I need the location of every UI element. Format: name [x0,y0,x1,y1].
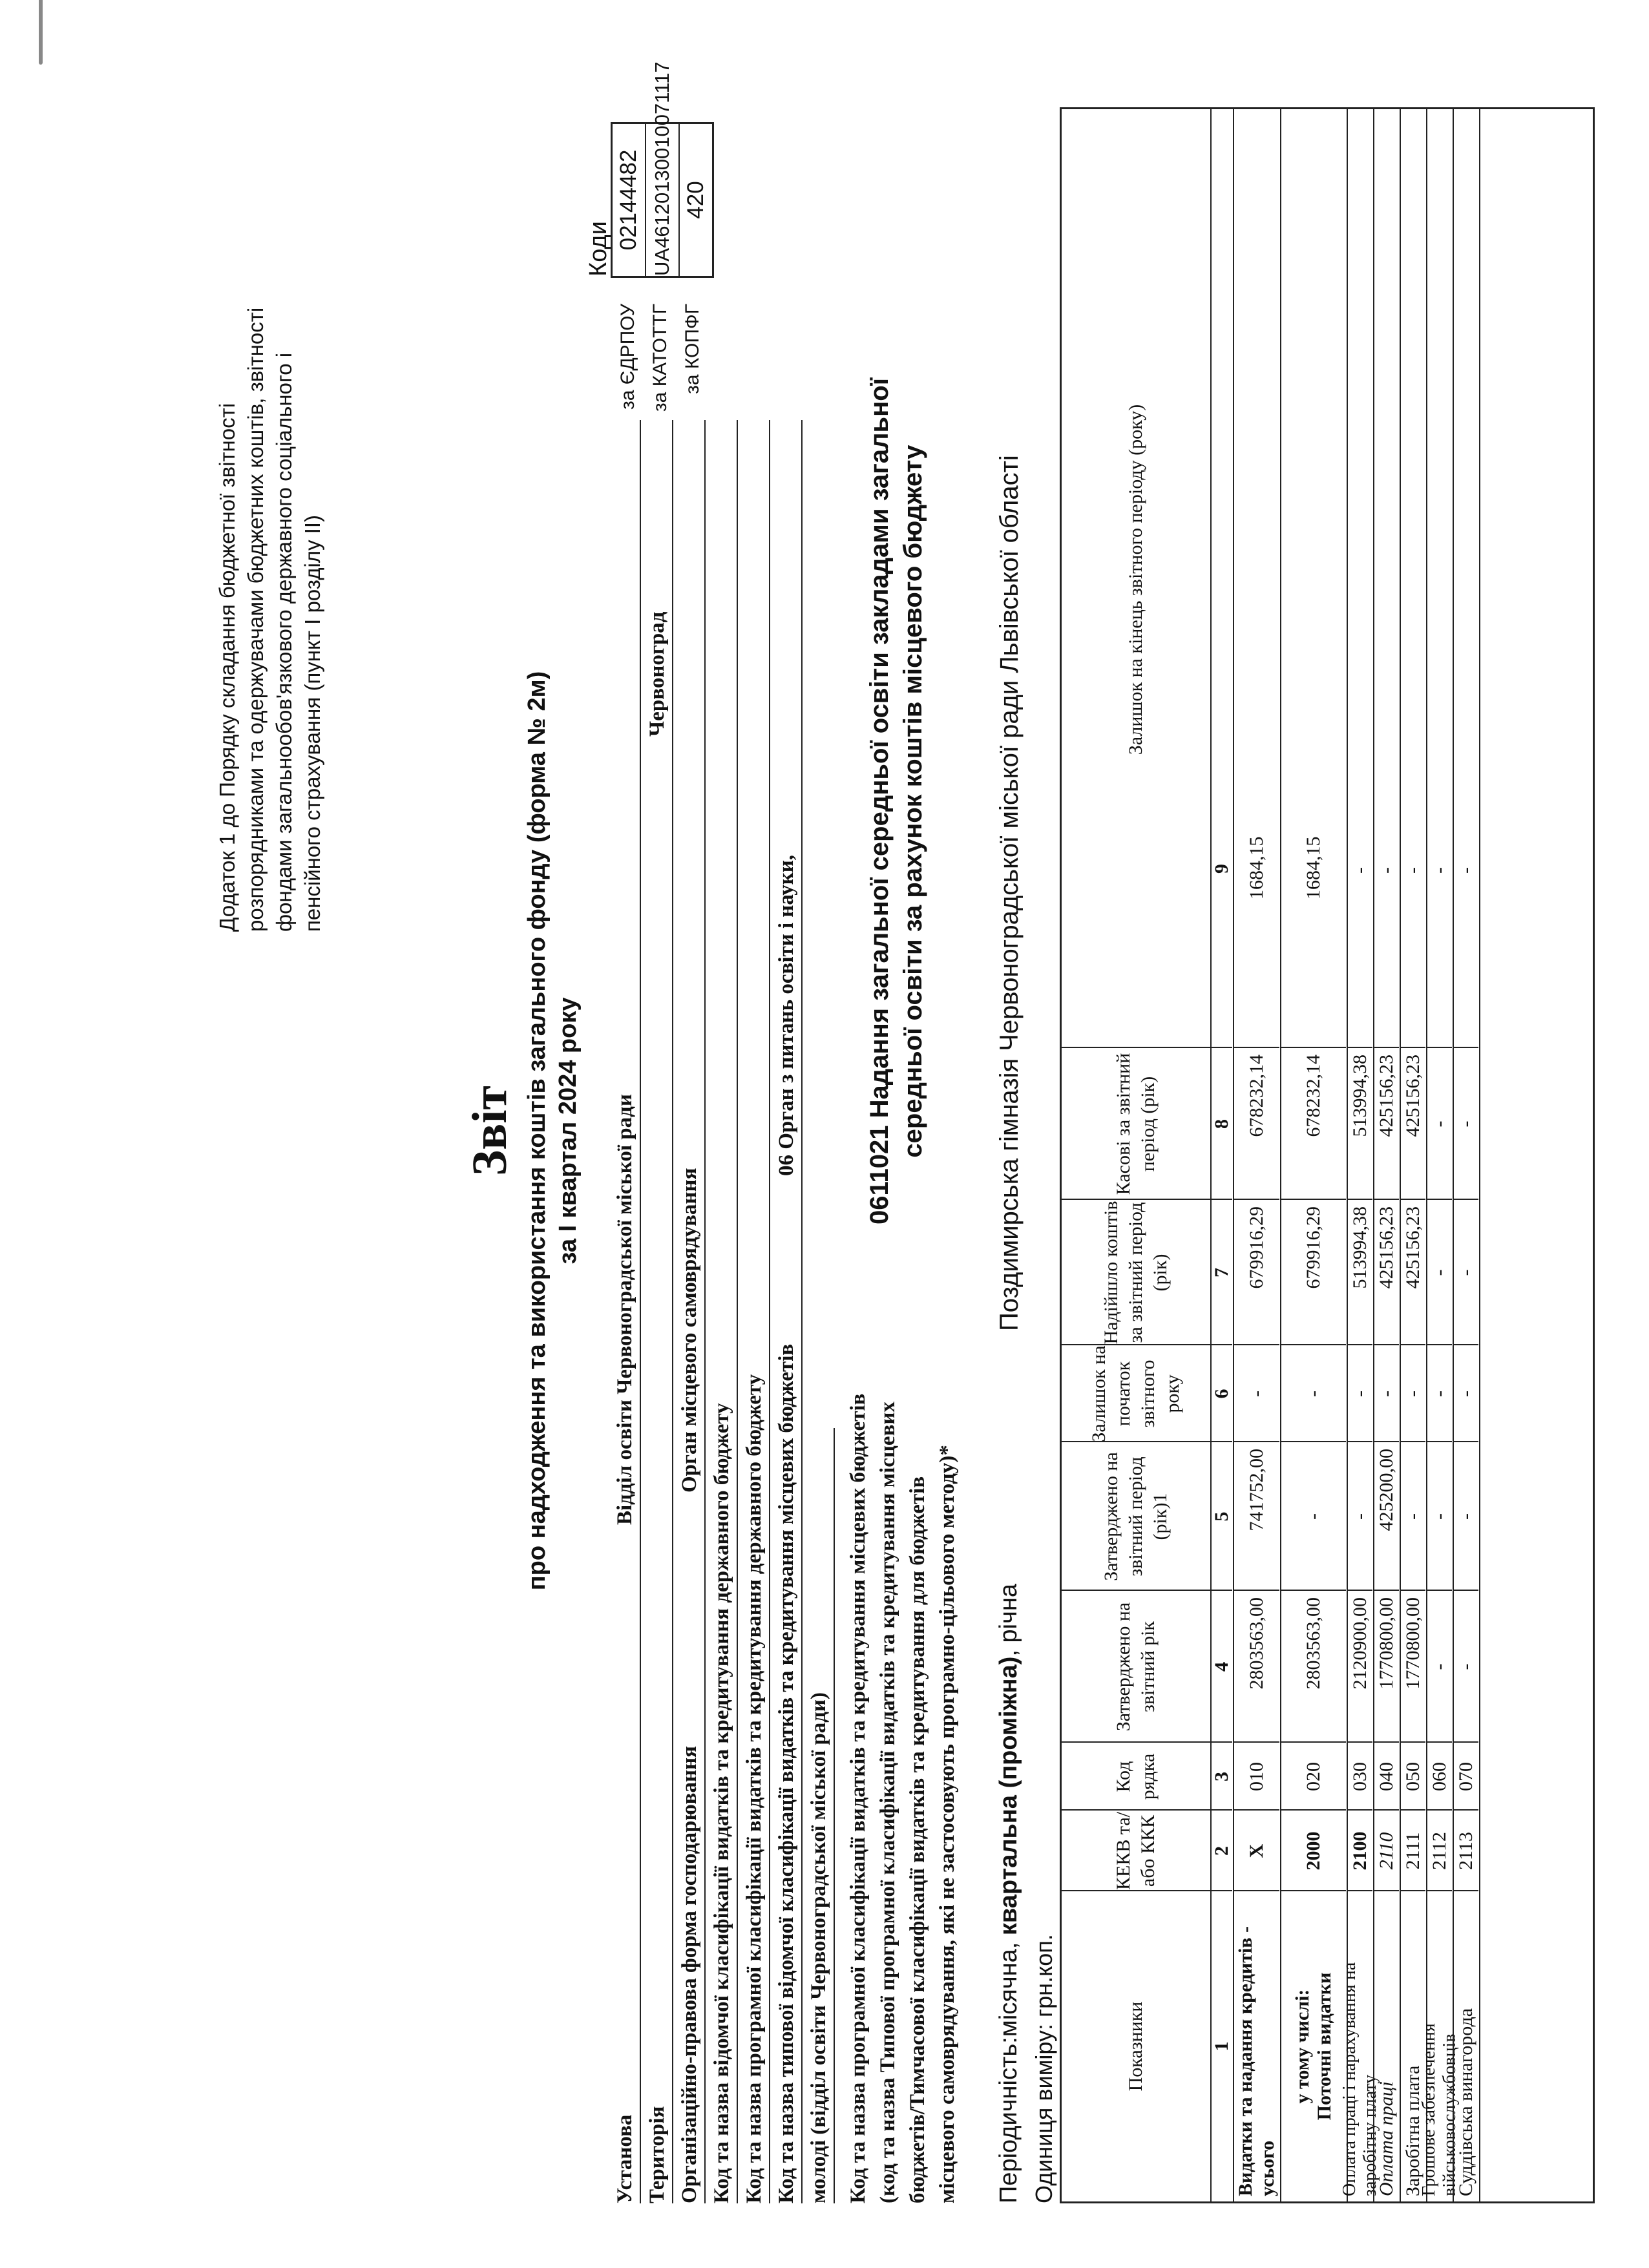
header-received: Надійшло коштів за звітний період (рік) [1062,1199,1210,1345]
periodicity [995,1584,1023,2203]
row-c9: - [1429,867,1450,874]
row-c5: - [1348,1441,1372,1591]
prog-code-label: Код та назва програмної класифікації видатків та кредитування державного бюджету [742,1374,766,2203]
codes-box [611,61,714,278]
program-code-block [843,1325,962,2203]
row-c6: - [1427,1344,1452,1442]
row-c4: 2803563,00 [1234,1590,1279,1743]
row-kekv: 2100 [1348,1809,1372,1891]
row-c4: 2803563,00 [1281,1590,1346,1743]
row-c5: 741752,00 [1234,1441,1279,1591]
row-c6: - [1234,1344,1279,1442]
row-c8: - [1454,1047,1478,1200]
row-kekv: X [1234,1809,1279,1891]
dept-code-row [706,420,738,2203]
row-kekv: 2000 [1281,1809,1346,1891]
number-cell: 5 [1212,1441,1232,1591]
periodicity-suffix: , річна [995,1584,1022,1657]
row-c8: 513994,38 [1348,1047,1372,1200]
number-cell: 6 [1212,1344,1232,1442]
typical-dept-row [770,420,803,2203]
row-c8: 425156,23 [1374,1047,1399,1200]
header-approved-period: Затверджено на звітний період (рік)1 [1062,1441,1210,1591]
row-name: Оплата праці [1374,1890,1399,2201]
row-c8: 425156,23 [1401,1047,1425,1200]
header-approved-year: Затверджено на звітний рік [1062,1590,1210,1743]
institution-row [609,420,641,2203]
row-c4: - [1454,1590,1478,1743]
row-code: 020 [1281,1741,1346,1811]
number-cell: 7 [1212,1199,1232,1345]
row-c6: - [1348,1344,1372,1442]
row-c6: - [1454,1344,1478,1442]
row-kekv: 2110 [1374,1809,1399,1891]
row-c6: - [1281,1344,1346,1442]
program-name [863,291,930,1312]
code-value-katottg: UA46120130010071117 [646,124,680,276]
row-c5: - [1281,1441,1346,1591]
institution-value: Відділ освіти Червоноградської міської ради [613,1094,636,1525]
territory-value: Червоноград [646,611,669,737]
annex-note: Додаток 1 до Порядку складання бюджетної звітності розпорядниками та одержувачами бюджетних коштів, звітності фондами загальнообов'язкового державного соціального і пенсійного страхування (пункт І розділу ІІ) [215,307,324,932]
row-c4: 1770800,00 [1401,1590,1425,1743]
row-c4: 1770800,00 [1374,1590,1399,1743]
institution-label: Установа [613,2114,636,2203]
row-code: 060 [1427,1741,1452,1811]
number-cell: 3 [1212,1741,1232,1811]
report-period: за I квартал 2024 року [554,997,582,1265]
row-kekv: 2112 [1427,1809,1452,1891]
row-name [1281,1890,1346,2201]
header-cash: Касові за звітний період (рік) [1062,1047,1210,1200]
number-cell: 1 [1212,1890,1232,2201]
legal-form-label: Організаційно-правова форма господарювання [678,1746,701,2203]
code-label-kopfg: за КОПФГ [682,304,703,394]
program-name-line-1: 0611021 Надання загальної середньої освіти закладами загальної [865,378,894,1224]
row-kekv: 2111 [1401,1809,1425,1891]
row-c4: - [1427,1590,1452,1743]
code-value-edrpou: 02144482 [613,124,646,276]
typical-dept-cont: молоді (відділ освіти Червоноградської міської ради) [807,1692,830,2203]
row-c5: - [1427,1441,1452,1591]
program-line-2: (код та назва Типової програмної класифікації видатків та кредитування місцевих [876,1402,899,2203]
row-c9: - [1349,867,1371,874]
row-c7: 679916,29 [1234,1199,1279,1345]
code-value-kopfg: 420 [683,181,708,219]
row-c8: 678232,14 [1281,1047,1346,1200]
unit-of-measure: Одиниця виміру: грн.коп. [1031,1934,1057,2203]
territory-row [641,420,673,2203]
row-c5: - [1454,1441,1478,1591]
row-c8: 678232,14 [1234,1047,1279,1200]
staple-mark [39,0,43,65]
row-c9: - [1455,867,1476,874]
typical-dept-value: 06 Орган з питань освіти і науки, [775,854,798,1176]
report-subtitle: про надходження та використання коштів загального фонду (форма № 2м) [523,671,551,1591]
header-balance-end: Залишок на кінець звітного періоду (року) [1125,404,1146,755]
row-name: Оплата праці і нарахування на заробітну плату [1348,1890,1372,2201]
number-cell: 2 [1212,1809,1232,1891]
row-name-line-1: у тому числі: [1292,1989,1313,2104]
row-name: Суддівська винагорода [1454,1890,1478,2201]
row-name: Видатки та надання кредитів - усього [1234,1890,1279,2201]
row-kekv: 2113 [1454,1809,1478,1891]
row-code: 070 [1454,1741,1478,1811]
row-c5: - [1401,1441,1425,1591]
school-name: Поздимирська гімназія Червоноградської міської ради Львівської області [995,455,1024,1331]
row-c7: - [1427,1199,1452,1345]
codes-title: Коди [585,221,612,277]
row-c8: - [1427,1047,1452,1200]
code-label-edrpou: за ЄДРПОУ [617,304,638,410]
typical-dept-cont-row [803,1428,835,2203]
row-c7: 513994,38 [1348,1199,1372,1345]
periodicity-selected: квартальна (проміжна) [995,1656,1022,1936]
row-c9: 1684,15 [1246,836,1267,899]
legal-form-value: Орган місцевого самоврядування [678,1168,701,1493]
row-c6: - [1374,1344,1399,1442]
legal-form-row [673,420,706,2203]
row-c9: 1684,15 [1303,836,1324,899]
row-code: 030 [1348,1741,1372,1811]
program-name-line-2: середньої освіти за рахунок коштів місцевого бюджету [899,445,927,1158]
program-line-1: Код та назва програмної класифікації видатків та кредитування місцевих бюджетів [846,1393,870,2203]
territory-label: Територія [646,2106,669,2203]
row-name: Заробітна плата [1401,1890,1425,2201]
header-indicators: Показники [1062,1890,1210,2201]
dept-code-label: Код та назва відомчої класифікації видатків та кредитування державного бюджету [710,1403,733,2203]
row-c7: 679916,29 [1281,1199,1346,1345]
row-c7: - [1454,1199,1478,1345]
row-c5: 425200,00 [1374,1441,1399,1591]
row-c9: - [1376,867,1397,874]
program-line-4: місцевого самоврядування, які не застосовують програмно-цільового методу)* [936,1445,959,2203]
row-c7: 425156,23 [1401,1199,1425,1345]
number-cell: 9 [1211,864,1232,874]
header-balance-start: Залишок на початок звітного року [1062,1344,1210,1442]
row-c9: - [1402,867,1423,874]
row-c7: 425156,23 [1374,1199,1399,1345]
prog-code-row [738,420,770,2203]
row-c6: - [1401,1344,1425,1442]
header-kekv: КЕКВ та/або ККК [1062,1809,1210,1891]
row-name-line-2: Поточні видатки [1314,1972,1335,2121]
row-c4: 2120900,00 [1348,1590,1372,1743]
row-code: 050 [1401,1741,1425,1811]
report-title: Звіт [463,1086,517,1176]
header-row-code: Код рядка [1062,1741,1210,1811]
row-name: Грошове забезпечення військовослужбовців [1427,1890,1452,2201]
typical-dept-label: Код та назва типової відомчої класифікації видатків та кредитування місцевих бюджетів [775,1343,798,2203]
program-line-3: бюджетів/Тимчасової класифікації видатків та кредитування для бюджетів [906,1476,929,2203]
row-code: 010 [1234,1741,1279,1811]
number-cell: 8 [1212,1047,1232,1200]
report-table [1060,107,1595,2203]
code-label-katottg: за КАТОТТГ [649,304,671,412]
periodicity-prefix: Періодичність:місячна, [995,1935,1022,2203]
row-code: 040 [1374,1741,1399,1811]
number-cell: 4 [1212,1590,1232,1743]
